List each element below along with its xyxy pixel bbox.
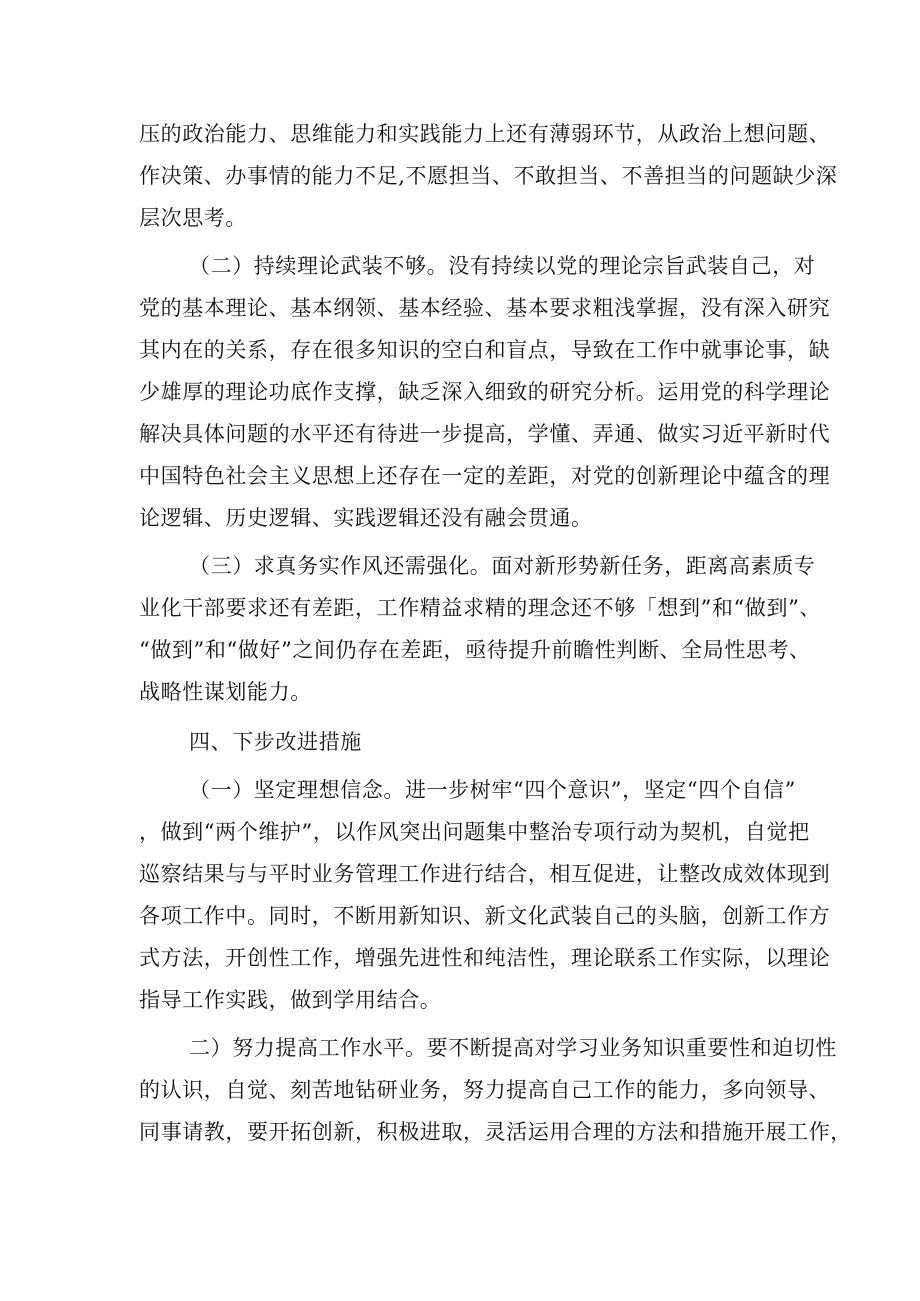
text-line: 的认识，自觉、刻苦地钻研业务，努力提高自己工作的能力，多向领导、	[139, 1078, 831, 1102]
text-line: 同事请教，要开拓创新，积极进取，灵活运用合理的方法和措施开展工作，	[139, 1120, 852, 1144]
text-line: 巡察结果与与平时业务管理工作进行结合，相互促进，让整改成效体现到	[139, 862, 831, 886]
text-line: 党的基本理论、基本纲领、基本经验、基本要求粗浅掌握，没有深入研究	[139, 296, 831, 320]
text-line: 少雄厚的理论功底作支撑，缺乏深入细致的研究分析。运用党的科学理论	[139, 380, 831, 404]
text-line: 压的政治能力、思维能力和实践能力上还有薄弱环节，从政治上想问题、	[139, 122, 831, 146]
text-line: 业化干部要求还有差距，工作精益求精的理念还不够「想到”和“做到”、	[139, 596, 822, 620]
heading-text: 四、下步改进措施	[189, 730, 362, 754]
text-line: 其内在的关系，存在很多知识的空白和盲点，导致在工作中就事论事，缺	[139, 338, 831, 362]
text-line: （一）坚定理想信念。进一步树牢“四个意识”，坚定“四个自信”	[189, 778, 796, 802]
text-line: 论逻辑、历史逻辑、实践逻辑还没有融会贯通。	[139, 506, 593, 530]
text-line: 式方法，开创性工作，增强先进性和纯洁性，理论联系工作实际，以理论	[139, 946, 831, 970]
text-line: 各项工作中。同时，不断用新知识、新文化武装自己的头脑，创新工作方	[139, 904, 831, 928]
text-line: 中国特色社会主义思想上还存在一定的差距，对党的创新理论中蕴含的理	[139, 464, 831, 488]
text-line: 作决策、办事情的能力不足,不愿担当、不敢担当、不善担当的问题缺少深	[139, 164, 838, 188]
text-line: 指导工作实践，做到学用结合。	[139, 988, 442, 1012]
text-line: ，做到“两个维护”，以作风突出问题集中整治专项行动为契机，自觉把	[139, 820, 810, 844]
text-line: 层次思考。	[139, 206, 247, 230]
text-line: （三）求真务实作风还需强化。面对新形势新任务，距离高素质专	[189, 554, 816, 578]
text-line: （二）持续理论武装不够。没有持续以党的理论宗旨武装自己，对	[189, 254, 816, 278]
text-line: 解决具体问题的水平还有待进一步提高，学懂、弄通、做实习近平新时代	[139, 422, 831, 446]
text-line: 二）努力提高工作水平。要不断提高对学习业务知识重要性和迫切性	[189, 1036, 837, 1060]
text-line: “做到”和“做好”之间仍存在差距，亟待提升前瞻性判断、全局性思考、	[139, 638, 811, 662]
text-line: 战略性谋划能力。	[139, 680, 312, 704]
